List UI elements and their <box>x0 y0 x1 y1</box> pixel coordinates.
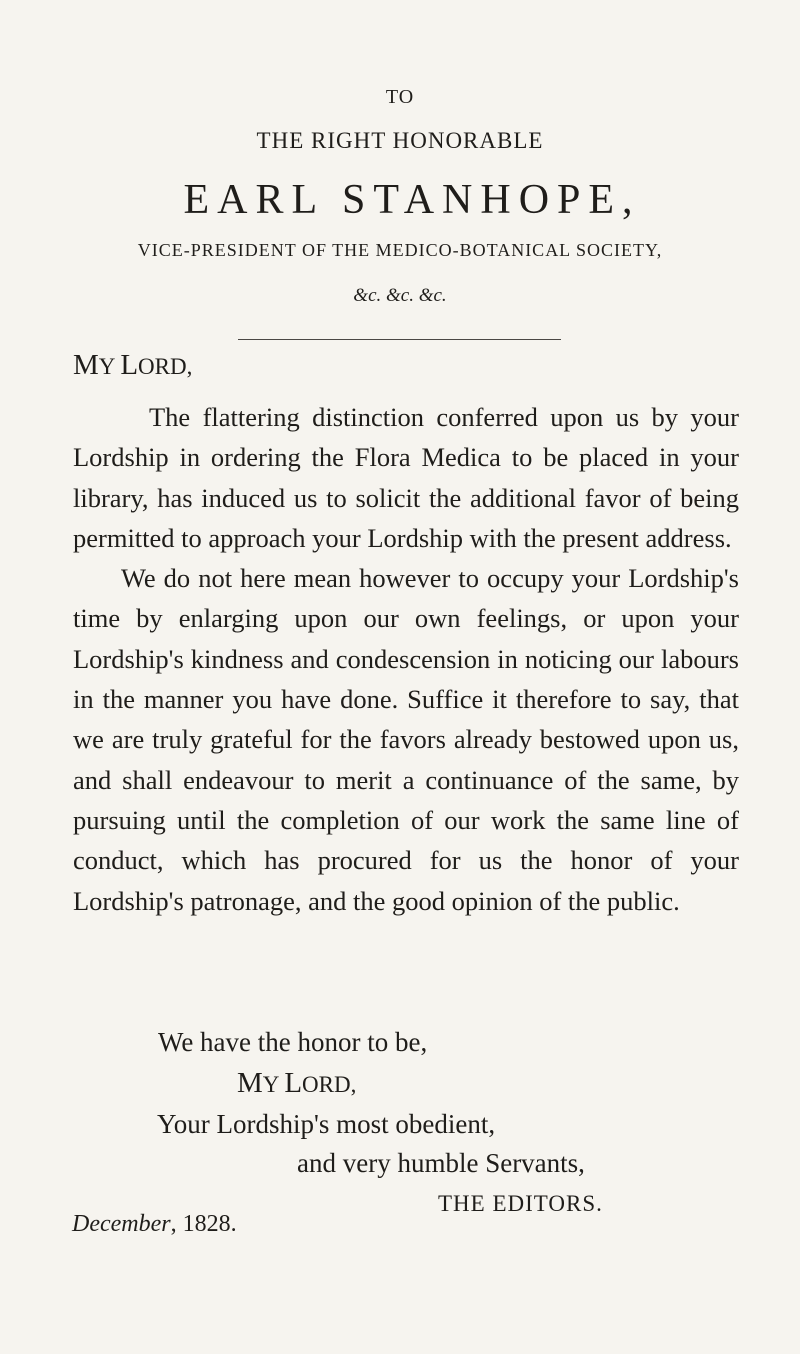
salutation-rest: Y <box>98 354 121 379</box>
divider-rule <box>238 339 561 340</box>
letter-body <box>73 397 739 921</box>
letter-date <box>72 1211 237 1238</box>
salutation-second-initial: L <box>120 349 139 381</box>
salutation-initial: M <box>73 349 99 381</box>
signoff-lord-second-initial: L <box>284 1067 303 1099</box>
date-month: December <box>72 1211 171 1237</box>
paragraph-1: The flattering distinction conferred upon us by your Lordship in ordering the Flora Medica to be placed in your library, has induced us to solicit the additional favor of being permitted to approach your Lordship with the present address. <box>73 402 739 553</box>
dedication-office: VICE-PRESIDENT OF THE MEDICO-BOTANICAL SOCIETY, <box>137 240 663 260</box>
date-year: , 1828. <box>170 1211 237 1237</box>
dedication-to: TO <box>385 86 415 108</box>
salutation-second-rest: ORD, <box>138 354 193 379</box>
dedication-etc: &c. &c. &c. <box>353 285 447 306</box>
dedication-name: EARL STANHOPE, <box>183 177 641 223</box>
signoff-editors: THE EDITORS. <box>438 1191 603 1216</box>
paragraph-2: We do not here mean however to occupy your Lordship's time by enlarging upon our own feelings, or upon your Lordship's kindness and condescension in noticing our labours in the manner you have done. Suffice it therefore to say, that we are truly grateful for the favors already bestowed upon us, and shall endeavour to merit a continuance of the same, by pursuing until the completion of our work the same line of conduct, which has procured for us the honor of your Lordship's patronage, and the good opinion of the public. <box>73 563 739 916</box>
signoff-lord-initial: M <box>237 1067 263 1099</box>
signoff-lord-rest: Y <box>262 1072 285 1097</box>
signoff-humble: and very humble Servants, <box>297 1148 585 1178</box>
closing-line: We have the honor to be, <box>158 1027 428 1057</box>
signoff-lord-second-rest: ORD, <box>302 1072 357 1097</box>
dedication-title-line: THE RIGHT HONORABLE <box>256 128 544 153</box>
signoff-lord <box>237 1067 356 1100</box>
signoff-obedient: Your Lordship's most obedient, <box>157 1109 496 1139</box>
salutation <box>73 349 192 382</box>
